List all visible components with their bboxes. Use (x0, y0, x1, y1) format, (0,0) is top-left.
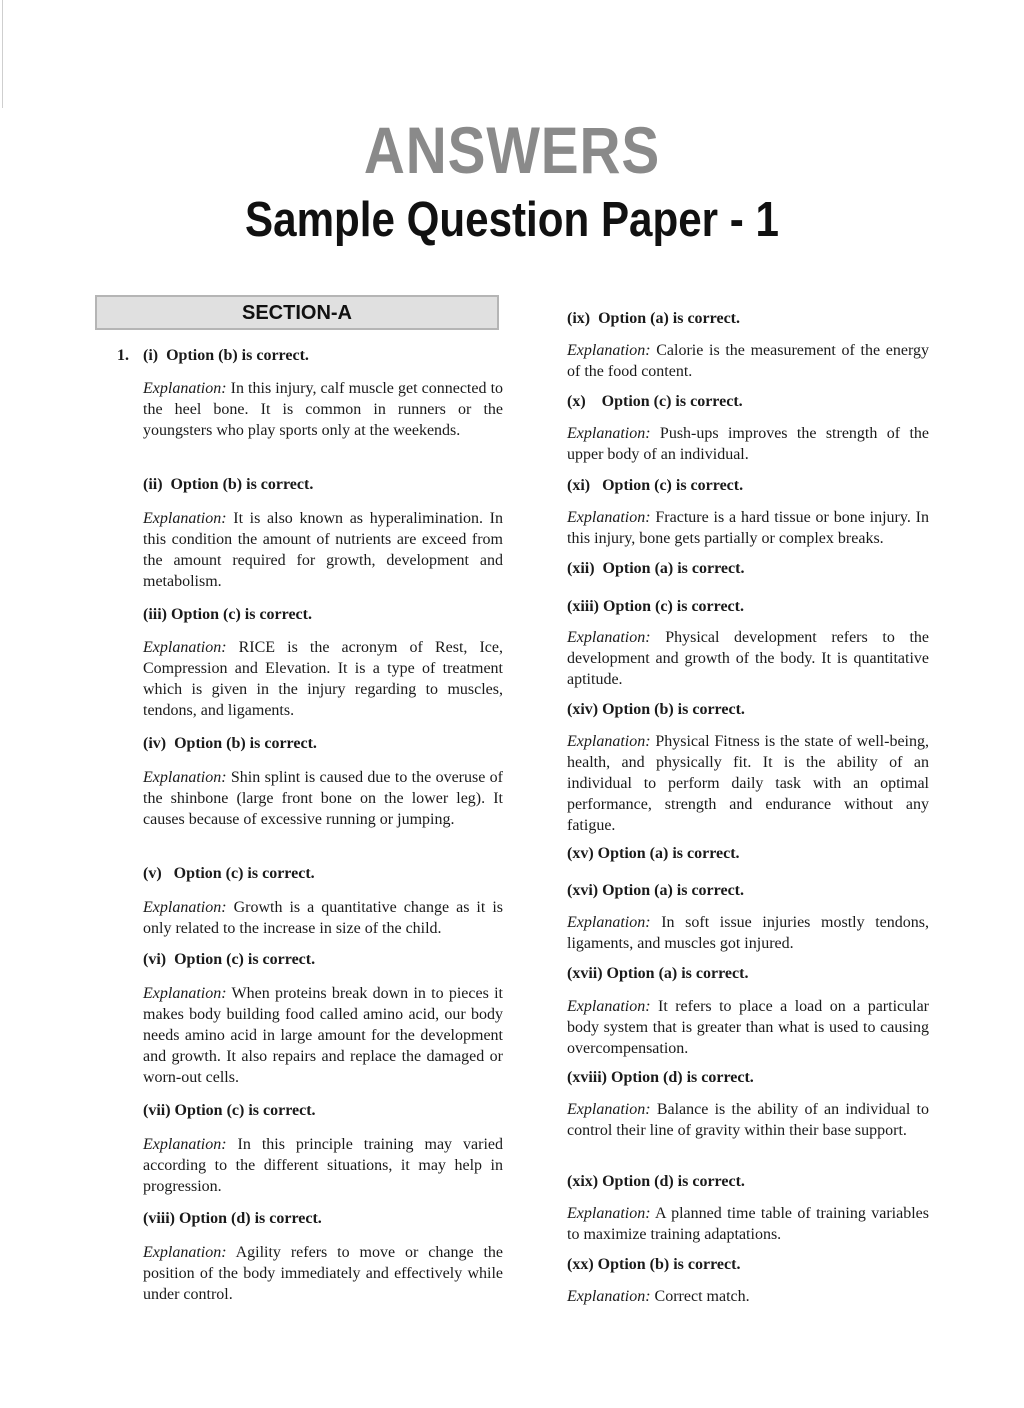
explanation-text: It refers to place a load on a particular body system that is greater than what is used to causing overcompensation. (567, 998, 929, 1057)
answer-explanation (567, 1203, 929, 1245)
explanation-text: Growth is a quantitative change as it is only related to the increase in size of the child. (143, 899, 503, 937)
answer-option: (v) Option (c) is correct. (143, 865, 315, 882)
answer-option: (xviii) Option (d) is correct. (567, 1069, 754, 1086)
answer-explanation (567, 1099, 929, 1141)
answer-option: (viii) Option (d) is correct. (143, 1210, 322, 1227)
explanation-label: Explanation: (143, 639, 227, 656)
explanation-label: Explanation: (143, 769, 227, 786)
answer-option: (xiii) Option (c) is correct. (567, 598, 744, 615)
answer-option: (xiv) Option (b) is correct. (567, 701, 745, 718)
answer-explanation (567, 912, 929, 954)
explanation-text: Shin splint is caused due to the overuse of the shinbone (large front bone on the lower leg). It causes because of excessive running or jumping. (143, 769, 504, 828)
explanation-label: Explanation: (567, 509, 651, 526)
explanation-label: Explanation: (143, 899, 227, 916)
explanation-text: Agility refers to move or change the position of the body immediately and effectively while under control. (143, 1244, 504, 1303)
explanation-text: In soft issue injuries mostly tendons, ligaments, and muscles got injured. (567, 914, 930, 952)
explanation-text: In this injury, calf muscle get connected to the heel bone. It is common in runners or the youngsters who play sports only at the weekends. (143, 380, 504, 439)
explanation-label: Explanation: (567, 733, 651, 750)
answer-explanation (143, 1134, 503, 1197)
explanation-label: Explanation: (143, 510, 227, 527)
answer-option: (iii) Option (c) is correct. (143, 606, 312, 623)
answer-option: (iv) Option (b) is correct. (143, 735, 317, 752)
answer-explanation (567, 1286, 929, 1307)
answer-option: (xii) Option (a) is correct. (567, 560, 745, 577)
page-title: ANSWERS (363, 113, 661, 187)
answer-explanation (143, 637, 503, 721)
answer-explanation (567, 996, 929, 1059)
explanation-label: Explanation: (143, 380, 227, 397)
question-number: 1. (117, 347, 129, 364)
answer-explanation (143, 897, 503, 939)
explanation-text: Calorie is the measurement of the energy of the food content. (567, 342, 930, 380)
explanation-label: Explanation: (567, 1101, 651, 1118)
explanation-text: Physical development refers to the development and growth of the body. It is quantitative aptitude. (567, 629, 930, 688)
explanation-text: Push-ups improves the strength of the upper body of an individual. (567, 425, 929, 463)
answer-option: (xvi) Option (a) is correct. (567, 882, 744, 899)
answer-explanation (143, 508, 503, 592)
explanation-label: Explanation: (143, 985, 227, 1002)
answer-option: (i) Option (b) is correct. (143, 347, 309, 364)
explanation-text: Balance is the ability of an individual to control their line of gravity within their base support. (567, 1101, 929, 1139)
answer-explanation (143, 983, 503, 1088)
explanation-label: Explanation: (567, 425, 651, 442)
answer-option: (x) Option (c) is correct. (567, 393, 743, 410)
answer-explanation (143, 1242, 503, 1305)
answer-explanation (143, 378, 503, 441)
answer-option: (xx) Option (b) is correct. (567, 1256, 741, 1273)
page-edge-rule (2, 0, 3, 108)
explanation-text: In this principle training may varied according to the different situations, it may help in progression. (143, 1136, 504, 1195)
explanation-label: Explanation: (567, 1205, 651, 1222)
answer-option: (xv) Option (a) is correct. (567, 845, 740, 862)
answer-explanation (567, 340, 929, 382)
answer-explanation (567, 627, 929, 690)
answer-explanation (567, 507, 929, 549)
explanation-label: Explanation: (567, 629, 651, 646)
answer-option: (xvii) Option (a) is correct. (567, 965, 749, 982)
explanation-label: Explanation: (143, 1244, 227, 1261)
answer-option: (vi) Option (c) is correct. (143, 951, 316, 968)
explanation-text: Physical Fitness is the state of well-being, health, and physically fit. It is the ability of an individual to perform daily task with an optimal performance, strength and endurance without any fatigue. (567, 733, 930, 834)
explanation-label: Explanation: (567, 342, 651, 359)
section-heading: SECTION-A (95, 295, 499, 330)
explanation-text: When proteins break down in to pieces it makes body building food called amino acid, our body needs amino acid in large amount for the development and growth. It also repairs and replace the damaged or worn-out cells. (143, 985, 503, 1086)
explanation-text: Fracture is a hard tissue or bone injury. In this injury, bone gets partially or complex breaks. (567, 509, 930, 547)
answer-explanation (567, 423, 929, 465)
explanation-label: Explanation: (567, 1288, 651, 1305)
answer-option: (ii) Option (b) is correct. (143, 476, 314, 493)
explanation-label: Explanation: (143, 1136, 227, 1153)
answer-option: (xix) Option (d) is correct. (567, 1173, 745, 1190)
answer-option: (xi) Option (c) is correct. (567, 477, 744, 494)
explanation-text: Correct match. (654, 1288, 750, 1305)
explanation-text: RICE is the acronym of Rest, Ice, Compression and Elevation. It is a type of treatment which is given in the injury regarding to muscles, tendons, and ligaments. (143, 639, 503, 719)
answer-explanation (143, 767, 503, 830)
explanation-label: Explanation: (567, 998, 651, 1015)
answer-explanation (567, 731, 929, 836)
explanation-text: It is also known as hyperalimination. In this condition the amount of nutrients are exceed from the amount required for growth, development and metabolism. (143, 510, 504, 590)
page-subtitle: Sample Question Paper - 1 (245, 193, 779, 247)
answer-option: (ix) Option (a) is correct. (567, 310, 740, 327)
explanation-text: A planned time table of training variables to maximize training adaptations. (567, 1205, 929, 1243)
explanation-label: Explanation: (567, 914, 651, 931)
answer-option: (vii) Option (c) is correct. (143, 1102, 316, 1119)
